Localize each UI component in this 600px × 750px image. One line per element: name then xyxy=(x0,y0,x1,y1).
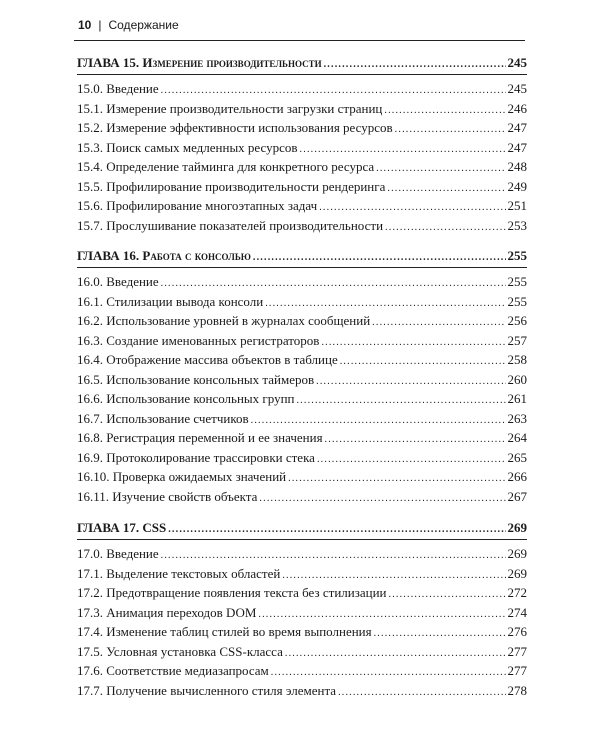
entry-label: 16.9. Протоколирование трассировки стека xyxy=(77,449,315,465)
entry-page: 265 xyxy=(507,449,527,465)
entry-label: 15.6. Профилирование многоэтапных задач xyxy=(77,198,318,213)
chapter-heading[interactable] xyxy=(77,517,527,540)
dot-leader xyxy=(319,203,505,213)
entry-label: 16.4. Отображение массива объектов в таблице xyxy=(77,352,338,367)
entry-label: 16.1. Стилизации вывода консоли xyxy=(77,293,264,309)
toc-entry[interactable] xyxy=(77,99,527,119)
entry-label: 16.11. Изучение свойств объекта xyxy=(77,488,258,504)
dot-leader xyxy=(258,610,505,620)
toc-entry[interactable] xyxy=(77,79,527,99)
dot-leader xyxy=(168,525,505,535)
entry-label: 17.7. Получение вычисленного стиля элемента xyxy=(77,682,337,698)
toc-entry[interactable] xyxy=(77,370,527,390)
chapter-page: 269 xyxy=(507,520,527,535)
entry-page: 272 xyxy=(507,585,527,600)
entry-label: 17.5. Условная установка CSS-класса xyxy=(77,643,283,659)
page-number: 10 xyxy=(78,18,92,32)
toc-entry[interactable] xyxy=(77,544,527,564)
toc-entry[interactable] xyxy=(77,448,527,468)
entry-label: 16.2. Использование уровней в журналах сообщений xyxy=(77,313,371,328)
dot-leader xyxy=(161,551,506,561)
toc-entry[interactable] xyxy=(77,564,527,584)
chapter-17 xyxy=(77,517,527,700)
chapter-prefix: ГЛАВА 17. xyxy=(77,520,140,535)
chapter-15 xyxy=(77,52,527,235)
toc-entry[interactable] xyxy=(77,428,527,448)
entry-label: 15.5. Профилирование производительности рендеринга xyxy=(77,178,386,194)
entry-label: 17.6. Соответствие медиазапросам xyxy=(77,663,269,678)
toc-entry[interactable] xyxy=(77,389,527,409)
toc-entry[interactable] xyxy=(77,272,527,292)
entry-label: 15.7. Прослушивание показателей производительности xyxy=(77,217,384,233)
chapter-heading[interactable] xyxy=(77,52,527,75)
dot-leader xyxy=(161,86,506,96)
dot-leader xyxy=(316,377,505,387)
chapter-heading[interactable] xyxy=(77,245,527,268)
chapter-prefix: ГЛАВА 16. xyxy=(77,248,140,263)
entry-label: 16.7. Использование счетчиков xyxy=(77,410,249,426)
chapter-title: Измерение производительности xyxy=(142,55,322,70)
entry-page: 269 xyxy=(507,565,527,581)
toc-entry[interactable] xyxy=(77,409,527,429)
dot-leader xyxy=(161,279,506,289)
entry-page: 247 xyxy=(507,120,527,135)
toc-entry[interactable] xyxy=(77,642,527,662)
header-title: Содержание xyxy=(108,18,179,32)
dot-leader xyxy=(395,125,506,135)
entry-label: 17.4. Изменение таблиц стилей во время выполнения xyxy=(77,624,372,639)
dot-leader xyxy=(384,106,505,116)
entry-label: 16.6. Использование консольных групп xyxy=(77,391,295,406)
entry-page: 255 xyxy=(507,293,527,309)
dot-leader xyxy=(271,668,506,678)
dot-leader xyxy=(259,494,505,504)
toc-entry[interactable] xyxy=(77,216,527,236)
entry-label: 15.2. Измерение эффективности использования ресурсов xyxy=(77,120,393,135)
header-separator: | xyxy=(98,18,102,32)
toc-entry[interactable] xyxy=(77,583,527,603)
entry-label: 15.4. Определение тайминга для конкретного ресурса xyxy=(77,159,375,174)
entry-page: 245 xyxy=(507,81,527,96)
chapter-page: 245 xyxy=(507,55,527,70)
chapter-page: 255 xyxy=(507,248,527,263)
entry-page: 266 xyxy=(507,469,527,484)
toc-entry[interactable] xyxy=(77,118,527,138)
entry-page: 274 xyxy=(507,604,527,620)
dot-leader xyxy=(387,184,505,194)
chapter-prefix: ГЛАВА 15. xyxy=(77,55,140,70)
entry-page: 249 xyxy=(507,178,527,194)
entry-label: 15.3. Поиск самых медленных ресурсов xyxy=(77,139,298,155)
toc-entry[interactable] xyxy=(77,311,527,331)
chapter-title: CSS xyxy=(142,520,167,535)
entry-page: 261 xyxy=(507,391,527,406)
entry-label: 16.5. Использование консольных таймеров xyxy=(77,371,315,387)
entry-page: 255 xyxy=(507,274,527,289)
dot-leader xyxy=(288,474,505,484)
dot-leader xyxy=(296,396,505,406)
entry-page: 256 xyxy=(507,313,527,328)
entry-page: 251 xyxy=(507,198,527,213)
chapter-16 xyxy=(77,245,527,506)
toc-entry[interactable] xyxy=(77,467,527,487)
toc-entry[interactable] xyxy=(77,603,527,623)
toc-entry[interactable] xyxy=(77,196,527,216)
entry-label: 17.0. Введение xyxy=(77,546,159,561)
entry-label: 16.3. Создание именованных регистраторов xyxy=(77,332,320,348)
toc-entry[interactable] xyxy=(77,350,527,370)
entry-label: 16.8. Регистрация переменной и ее значения xyxy=(77,430,323,445)
toc-entry[interactable] xyxy=(77,661,527,681)
entry-label: 15.0. Введение xyxy=(77,81,159,96)
dot-leader xyxy=(385,223,505,233)
running-header xyxy=(78,18,179,32)
dot-leader xyxy=(389,590,506,600)
toc-entry[interactable] xyxy=(77,138,527,158)
dot-leader xyxy=(372,318,505,328)
dot-leader xyxy=(282,571,505,581)
entry-page: 257 xyxy=(507,332,527,348)
dot-leader xyxy=(317,455,506,465)
entry-page: 246 xyxy=(507,100,527,116)
entry-page: 260 xyxy=(507,371,527,387)
entry-page: 277 xyxy=(507,663,527,678)
toc-entry[interactable] xyxy=(77,157,527,177)
entry-page: 263 xyxy=(507,410,527,426)
entry-label: 17.3. Анимация переходов DOM xyxy=(77,604,257,620)
dot-leader xyxy=(340,357,506,367)
entry-page: 267 xyxy=(507,488,527,504)
dot-leader xyxy=(300,145,506,155)
entry-label: 16.0. Введение xyxy=(77,274,159,289)
entry-label: 16.10. Проверка ожидаемых значений xyxy=(77,469,287,484)
entry-page: 248 xyxy=(507,159,527,174)
entry-page: 253 xyxy=(507,217,527,233)
toc-entry[interactable] xyxy=(77,177,527,197)
entry-label: 15.1. Измерение производительности загрузки страниц xyxy=(77,100,383,116)
entry-label: 17.1. Выделение текстовых областей xyxy=(77,565,281,581)
toc-entry[interactable] xyxy=(77,292,527,312)
dot-leader xyxy=(324,60,506,70)
dot-leader xyxy=(253,253,506,263)
entry-page: 258 xyxy=(507,352,527,367)
entry-label: 17.2. Предотвращение появления текста без стилизации xyxy=(77,585,387,600)
entry-page: 264 xyxy=(507,430,527,445)
dot-leader xyxy=(325,435,506,445)
toc-entry[interactable] xyxy=(77,487,527,507)
entry-page: 277 xyxy=(507,643,527,659)
dot-leader xyxy=(251,416,506,426)
dot-leader xyxy=(285,649,506,659)
dot-leader xyxy=(338,688,505,698)
entry-page: 278 xyxy=(507,682,527,698)
entry-page: 269 xyxy=(507,546,527,561)
entry-page: 247 xyxy=(507,139,527,155)
toc-entry[interactable] xyxy=(77,331,527,351)
entry-page: 276 xyxy=(507,624,527,639)
toc-entry[interactable] xyxy=(77,622,527,642)
toc-entry[interactable] xyxy=(77,681,527,701)
dot-leader xyxy=(321,338,505,348)
header-rule xyxy=(74,40,525,41)
chapter-title: Работа с консолью xyxy=(142,248,251,263)
dot-leader xyxy=(265,299,505,309)
dot-leader xyxy=(376,164,505,174)
dot-leader xyxy=(374,629,506,639)
